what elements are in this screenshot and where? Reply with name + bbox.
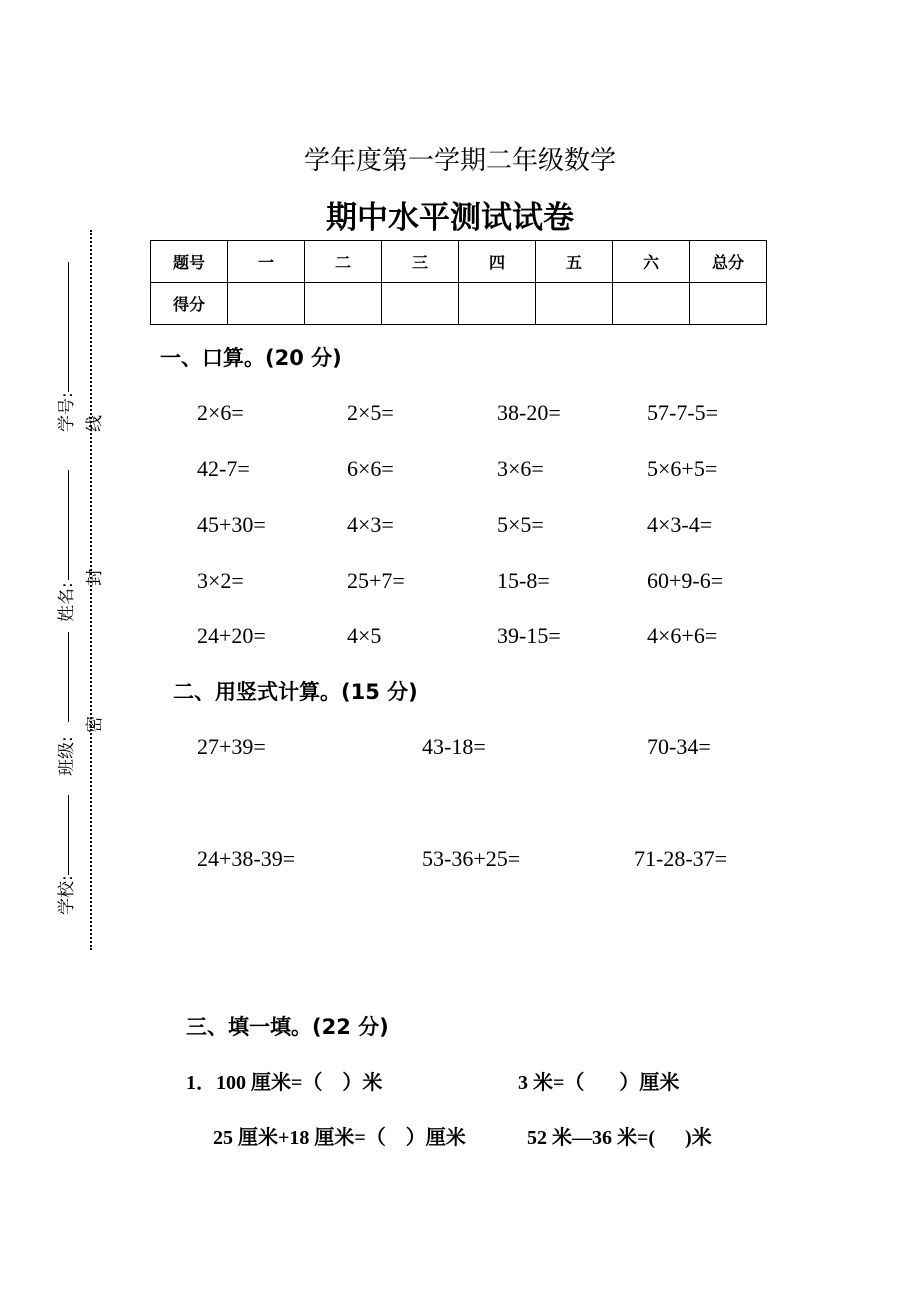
score-table-header-cell: 总分 — [690, 241, 767, 283]
school-label: 学校: — [57, 875, 77, 915]
vertical-calc-item: 53-36+25= — [422, 846, 521, 871]
mental-math-item: 42-7= — [197, 456, 250, 481]
student-id-underline — [68, 262, 69, 392]
score-table — [150, 240, 767, 325]
mental-math-item: 15-8= — [497, 568, 550, 593]
score-cell[interactable] — [613, 283, 690, 325]
score-table-header-row — [151, 241, 767, 283]
score-cell[interactable] — [536, 283, 613, 325]
score-cell[interactable] — [690, 283, 767, 325]
score-table-header-cell: 一 — [228, 241, 305, 283]
mental-math-item: 4×6+6= — [647, 623, 718, 648]
mental-math-item: 5×5= — [497, 512, 544, 537]
fill-blank-item: 1．100 厘米=（ ）米 — [186, 1072, 383, 1094]
fill-blank-item: 3 米=（ ）厘米 — [518, 1072, 680, 1094]
vertical-calc-item: 70-34= — [647, 734, 711, 759]
class-underline — [68, 632, 69, 722]
score-table-header-cell: 五 — [536, 241, 613, 283]
school-underline — [68, 795, 69, 875]
mental-math-item: 2×6= — [197, 400, 244, 425]
score-cell[interactable] — [459, 283, 536, 325]
score-table-header-cell: 六 — [613, 241, 690, 283]
mental-math-item: 4×5 — [347, 623, 382, 648]
mental-math-item: 39-15= — [497, 623, 561, 648]
vertical-calc-item: 43-18= — [422, 734, 486, 759]
mental-math-item: 3×2= — [197, 568, 244, 593]
mental-math-item: 5×6+5= — [647, 456, 718, 481]
section2-title: 二、用竖式计算。(15 分) — [173, 680, 418, 704]
score-cell[interactable] — [305, 283, 382, 325]
line-marker: 线 — [85, 415, 105, 432]
mental-math-item: 4×3= — [347, 512, 394, 537]
mental-math-item: 45+30= — [197, 512, 266, 537]
score-label-cell: 得分 — [151, 283, 228, 325]
score-table-header-cell: 四 — [459, 241, 536, 283]
score-table-header-cell: 三 — [382, 241, 459, 283]
mental-math-item: 25+7= — [347, 568, 405, 593]
section3-title: 三、填一填。(22 分) — [186, 1015, 389, 1039]
score-cell[interactable] — [228, 283, 305, 325]
mental-math-item: 3×6= — [497, 456, 544, 481]
score-table-header-cell: 二 — [305, 241, 382, 283]
score-table-score-row — [151, 283, 767, 325]
mental-math-item: 57-7-5= — [647, 400, 719, 425]
mental-math-item: 38-20= — [497, 400, 561, 425]
fill-blank-item: 25 厘米+18 厘米=（ ）厘米 — [213, 1127, 466, 1149]
name-underline — [68, 470, 69, 580]
name-label: 姓名: — [57, 582, 77, 622]
student-id-label: 学号: — [57, 392, 77, 432]
binding-dotted-line — [90, 230, 92, 950]
exam-title-line1: 学年度第一学期二年级数学 — [303, 146, 616, 176]
mental-math-item: 2×5= — [347, 400, 394, 425]
seal-marker: 封 — [85, 569, 105, 586]
vertical-calc-item: 71-28-37= — [634, 846, 728, 871]
vertical-calc-item: 27+39= — [197, 734, 266, 759]
secret-marker: 密 — [85, 716, 105, 733]
exam-title-line2: 期中水平测试试卷 — [326, 200, 574, 236]
mental-math-item: 60+9-6= — [647, 568, 724, 593]
fill-blank-item: 52 米—36 米=( )米 — [527, 1127, 712, 1149]
vertical-calc-item: 24+38-39= — [197, 846, 296, 871]
mental-math-item: 24+20= — [197, 623, 266, 648]
mental-math-item: 6×6= — [347, 456, 394, 481]
mental-math-item: 4×3-4= — [647, 512, 713, 537]
score-cell[interactable] — [382, 283, 459, 325]
score-table-header-cell: 题号 — [151, 241, 228, 283]
class-label: 班级: — [57, 736, 77, 776]
section1-title: 一、口算。(20 分) — [160, 346, 342, 370]
